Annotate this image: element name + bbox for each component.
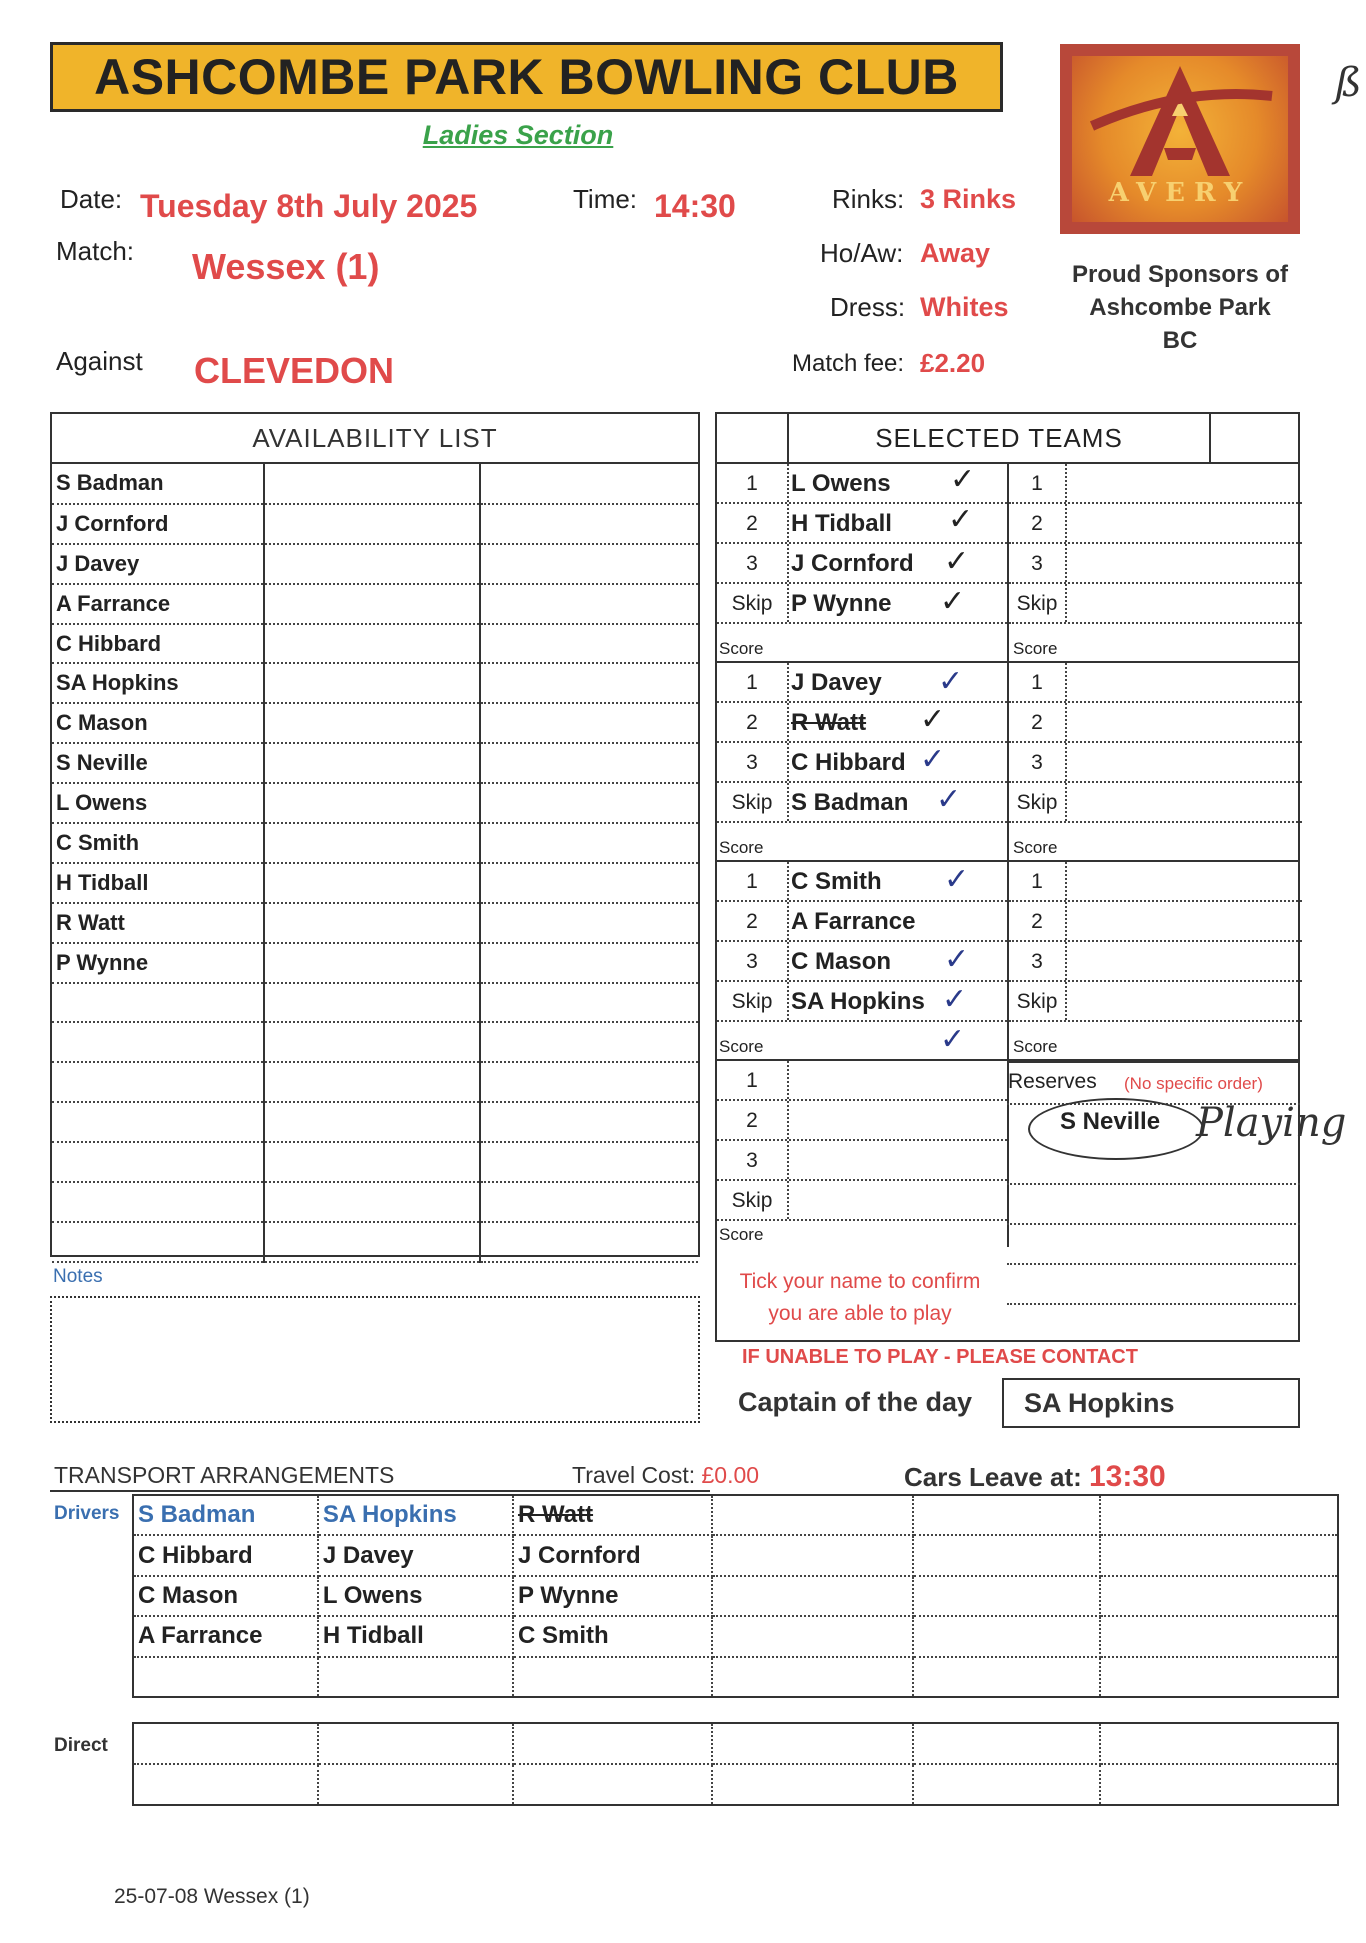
availability-tick-cell[interactable] xyxy=(480,703,698,743)
rink-block xyxy=(717,663,1298,862)
player-position: Skip xyxy=(717,982,789,1020)
availability-tick-cell[interactable] xyxy=(264,1222,480,1262)
availability-tick-cell[interactable] xyxy=(264,1142,480,1182)
right-position-row xyxy=(1009,464,1302,504)
player-position: 3 xyxy=(717,544,789,582)
right-position: 2 xyxy=(1009,902,1067,940)
availability-name: C Smith xyxy=(52,823,264,863)
direct-cell xyxy=(133,1764,318,1805)
availability-name: J Davey xyxy=(52,544,264,584)
footer-ref: 25-07-08 Wessex (1) xyxy=(114,1885,310,1908)
player-position: 1 xyxy=(717,464,789,502)
right-position-row xyxy=(1009,783,1302,823)
logo-wordmark: AVERY xyxy=(1108,178,1252,208)
availability-tick-cell[interactable] xyxy=(480,903,698,943)
availability-table xyxy=(52,464,698,1263)
right-position: 3 xyxy=(1009,942,1067,980)
tick-line-2: you are able to play xyxy=(768,1302,952,1325)
right-position: Skip xyxy=(1009,584,1067,622)
transport-cell: SA Hopkins xyxy=(318,1495,513,1535)
transport-cell xyxy=(1100,1535,1338,1575)
transport-cell: J Cornford xyxy=(513,1535,712,1575)
score-label: Score xyxy=(1013,1037,1058,1056)
transport-cell xyxy=(1100,1495,1338,1535)
rink-player-row xyxy=(717,1101,1007,1141)
availability-name xyxy=(52,1102,264,1142)
check-icon: ✓ xyxy=(920,702,946,737)
availability-tick-cell[interactable] xyxy=(264,1022,480,1062)
availability-name xyxy=(52,1142,264,1182)
player-name: H Tidball xyxy=(791,510,892,537)
tick-line-1: Tick your name to confirm xyxy=(739,1270,981,1293)
availability-tick-cell[interactable] xyxy=(480,1022,698,1062)
right-position: 3 xyxy=(1009,544,1067,582)
right-position-row xyxy=(1009,504,1302,544)
transport-cell xyxy=(1100,1657,1338,1697)
availability-name: S Neville xyxy=(52,743,264,783)
availability-tick-cell[interactable] xyxy=(480,1182,698,1222)
check-icon: ✓ xyxy=(948,502,974,537)
availability-tick-cell[interactable] xyxy=(264,743,480,783)
notes-box[interactable] xyxy=(50,1296,700,1423)
transport-cell: C Mason xyxy=(133,1576,318,1616)
availability-name: A Farrance xyxy=(52,584,264,624)
availability-heading: AVAILABILITY LIST xyxy=(52,414,698,464)
against-label: Against xyxy=(56,346,143,376)
right-position: 2 xyxy=(1009,504,1067,542)
availability-tick-cell[interactable] xyxy=(264,903,480,943)
player-name: L Owens xyxy=(791,470,891,497)
hoaw-label: Ho/Aw: xyxy=(820,238,904,268)
direct-row xyxy=(133,1764,1338,1805)
rinks-label: Rinks: xyxy=(832,184,905,214)
reserve-name: S Neville xyxy=(1060,1108,1161,1135)
transport-table xyxy=(132,1494,1339,1698)
availability-tick-cell[interactable] xyxy=(264,624,480,664)
direct-cell xyxy=(318,1764,513,1805)
selected-teams xyxy=(715,412,1300,1342)
availability-name xyxy=(52,983,264,1023)
date-value: Tuesday 8th July 2025 xyxy=(140,188,478,224)
transport-cell: A Farrance xyxy=(133,1616,318,1656)
availability-name: SA Hopkins xyxy=(52,663,264,703)
fee-label: Match fee: xyxy=(792,350,905,377)
availability-row xyxy=(52,823,698,863)
transport-cell: C Smith xyxy=(513,1616,712,1656)
right-position-row xyxy=(1009,663,1302,703)
against-value: CLEVEDON xyxy=(194,350,395,391)
cars-leave-label: Cars Leave at: xyxy=(904,1462,1082,1492)
sponsor-line-3: BC xyxy=(1162,327,1198,354)
availability-tick-cell[interactable] xyxy=(264,504,480,544)
transport-cell xyxy=(712,1535,913,1575)
availability-row xyxy=(52,1142,698,1182)
availability-tick-cell[interactable] xyxy=(480,544,698,584)
transport-row xyxy=(133,1495,1338,1535)
travel-cost xyxy=(572,1462,759,1489)
availability-row xyxy=(52,743,698,783)
availability-name: S Badman xyxy=(52,464,264,504)
right-position-row xyxy=(1009,862,1302,902)
unable-to-play-notice: IF UNABLE TO PLAY - PLEASE CONTACT xyxy=(742,1346,1138,1368)
right-position-row xyxy=(1009,743,1302,783)
availability-tick-cell[interactable] xyxy=(480,1102,698,1142)
transport-cell: P Wynne xyxy=(513,1576,712,1616)
direct-cell xyxy=(513,1723,712,1764)
section-subtitle: Ladies Section xyxy=(422,120,614,150)
transport-row xyxy=(133,1616,1338,1656)
reserve-line xyxy=(1007,1223,1300,1225)
availability-row xyxy=(52,464,698,504)
player-position: 1 xyxy=(717,663,789,701)
player-position: 2 xyxy=(717,504,789,542)
availability-tick-cell[interactable] xyxy=(480,1062,698,1102)
direct-cell xyxy=(513,1764,712,1805)
transport-underline xyxy=(50,1490,710,1492)
player-position: Skip xyxy=(717,1181,789,1219)
right-position: 1 xyxy=(1009,862,1067,900)
transport-cell xyxy=(712,1495,913,1535)
rink-player-row xyxy=(717,1141,1007,1181)
direct-row xyxy=(133,1723,1338,1764)
match-label: Match: xyxy=(56,236,135,266)
availability-name: J Cornford xyxy=(52,504,264,544)
availability-row xyxy=(52,1182,698,1222)
player-position: Skip xyxy=(717,584,789,622)
check-icon: ✓ xyxy=(942,982,968,1017)
availability-tick-cell[interactable] xyxy=(480,464,698,504)
avery-logo xyxy=(1060,44,1300,234)
direct-cell xyxy=(913,1723,1100,1764)
rink-right-column xyxy=(1007,862,1302,1059)
right-position: 3 xyxy=(1009,743,1067,781)
reserve-line xyxy=(1007,1263,1300,1265)
transport-cell xyxy=(1100,1576,1338,1616)
transport-cell: H Tidball xyxy=(318,1616,513,1656)
availability-tick-cell[interactable] xyxy=(480,504,698,544)
availability-name: C Mason xyxy=(52,703,264,743)
player-position: 3 xyxy=(717,743,789,781)
transport-cell xyxy=(1100,1616,1338,1656)
right-position-row xyxy=(1009,902,1302,942)
check-icon: ✓ xyxy=(936,782,962,817)
availability-row xyxy=(52,544,698,584)
player-name: C Hibbard xyxy=(791,749,906,776)
reserve-line xyxy=(1007,1303,1300,1305)
rink-right-column xyxy=(1007,663,1302,860)
match-value: Wessex (1) xyxy=(192,246,380,287)
sponsor-line-2: Ashcombe Park xyxy=(1089,294,1271,321)
availability-row xyxy=(52,1022,698,1062)
score-label: Score xyxy=(719,838,764,857)
availability-tick-cell[interactable] xyxy=(480,823,698,863)
check-icon: ✓ xyxy=(940,584,966,619)
player-position: 2 xyxy=(717,1101,789,1139)
right-position-row xyxy=(1009,982,1302,1022)
check-icon: ✓ xyxy=(944,942,970,977)
rink-right-column xyxy=(1007,464,1302,661)
availability-row xyxy=(52,983,698,1023)
check-icon: ✓ xyxy=(940,1022,966,1057)
hoaw-value: Away xyxy=(920,238,991,268)
transport-row xyxy=(133,1576,1338,1616)
availability-row xyxy=(52,703,698,743)
availability-row xyxy=(52,1222,698,1262)
teams-heading: SELECTED TEAMS xyxy=(787,414,1211,462)
date-label: Date: xyxy=(60,184,123,214)
availability-tick-cell[interactable] xyxy=(480,1222,698,1262)
player-position: 2 xyxy=(717,703,789,741)
rink-player-row xyxy=(717,1061,1007,1101)
rinks-value: 3 Rinks xyxy=(920,184,1017,214)
transport-cell xyxy=(133,1657,318,1697)
right-position: 2 xyxy=(1009,703,1067,741)
transport-cell xyxy=(318,1657,513,1697)
dress-value: Whites xyxy=(920,292,1009,322)
transport-cell: L Owens xyxy=(318,1576,513,1616)
transport-cell xyxy=(513,1657,712,1697)
direct-cell xyxy=(712,1723,913,1764)
right-position: 1 xyxy=(1009,663,1067,701)
availability-tick-cell[interactable] xyxy=(480,624,698,664)
reserves-note: (No specific order) xyxy=(1124,1074,1263,1093)
travel-cost-value: £0.00 xyxy=(701,1462,760,1488)
availability-tick-cell[interactable] xyxy=(264,1182,480,1222)
player-name: P Wynne xyxy=(791,590,892,617)
time-label: Time: xyxy=(573,184,638,214)
rink-player-row xyxy=(717,703,1007,743)
right-position-row xyxy=(1009,584,1302,624)
availability-name xyxy=(52,1022,264,1062)
player-position: 1 xyxy=(717,1061,789,1099)
transport-title: TRANSPORT ARRANGEMENTS xyxy=(54,1462,395,1488)
travel-cost-label: Travel Cost: xyxy=(572,1462,696,1488)
availability-tick-cell[interactable] xyxy=(264,544,480,584)
availability-tick-cell[interactable] xyxy=(264,783,480,823)
availability-tick-cell[interactable] xyxy=(264,1062,480,1102)
score-label: Score xyxy=(1013,639,1058,658)
player-name: SA Hopkins xyxy=(791,988,925,1015)
availability-row xyxy=(52,1102,698,1142)
availability-tick-cell[interactable] xyxy=(264,823,480,863)
direct-cell xyxy=(1100,1764,1338,1805)
transport-cell xyxy=(712,1616,913,1656)
direct-table xyxy=(132,1722,1339,1806)
right-position: Skip xyxy=(1009,982,1067,1020)
tick-instructions xyxy=(715,1266,1005,1330)
transport-row xyxy=(133,1657,1338,1697)
rink-player-row xyxy=(717,1181,1007,1221)
direct-cell xyxy=(712,1764,913,1805)
availability-tick-cell[interactable] xyxy=(480,783,698,823)
availability-tick-cell[interactable] xyxy=(264,703,480,743)
rink-player-row xyxy=(717,783,1007,823)
player-name: C Mason xyxy=(791,948,892,975)
check-icon: ✓ xyxy=(938,664,964,699)
right-position: Skip xyxy=(1009,783,1067,821)
availability-row xyxy=(52,663,698,703)
availability-name: L Owens xyxy=(52,783,264,823)
availability-list xyxy=(50,412,700,1257)
rink-block xyxy=(717,464,1298,663)
score-label: Score xyxy=(719,639,764,658)
direct-cell xyxy=(913,1764,1100,1805)
right-position: 1 xyxy=(1009,464,1067,502)
rink-player-row xyxy=(717,663,1007,703)
rink-block xyxy=(717,862,1298,1061)
right-position-row xyxy=(1009,942,1302,982)
availability-tick-cell[interactable] xyxy=(264,943,480,983)
transport-cell xyxy=(712,1576,913,1616)
direct-cell xyxy=(318,1723,513,1764)
transport-cell: S Badman xyxy=(133,1495,318,1535)
availability-tick-cell[interactable] xyxy=(480,584,698,624)
availability-tick-cell[interactable] xyxy=(264,1102,480,1142)
availability-name: R Watt xyxy=(52,903,264,943)
player-position: 2 xyxy=(717,902,789,940)
cars-leave-time: 13:30 xyxy=(1089,1460,1166,1493)
availability-name: C Hibbard xyxy=(52,624,264,664)
score-label: Score xyxy=(1013,838,1058,857)
margin-handwriting: ß xyxy=(1335,60,1362,106)
availability-row xyxy=(52,783,698,823)
availability-row xyxy=(52,943,698,983)
reserve-line xyxy=(1007,1183,1300,1185)
availability-row xyxy=(52,903,698,943)
availability-tick-cell[interactable] xyxy=(264,584,480,624)
player-position: Skip xyxy=(717,783,789,821)
availability-tick-cell[interactable] xyxy=(480,943,698,983)
availability-row xyxy=(52,584,698,624)
check-icon: ✓ xyxy=(944,544,970,579)
availability-name xyxy=(52,1062,264,1102)
transport-cell xyxy=(913,1576,1100,1616)
check-icon: ✓ xyxy=(944,862,970,897)
score-label: Score xyxy=(719,1225,764,1244)
right-position-row xyxy=(1009,703,1302,743)
availability-tick-cell[interactable] xyxy=(480,1142,698,1182)
transport-cell xyxy=(913,1495,1100,1535)
availability-tick-cell[interactable] xyxy=(480,663,698,703)
check-icon: ✓ xyxy=(950,462,976,497)
dress-label: Dress: xyxy=(830,292,906,322)
right-position-row xyxy=(1009,544,1302,584)
player-name: R Watt xyxy=(791,709,867,736)
fee-value: £2.20 xyxy=(920,348,986,378)
player-position: 1 xyxy=(717,862,789,900)
playing-handwriting: Playing xyxy=(1196,1100,1347,1146)
availability-row xyxy=(52,504,698,544)
transport-cell xyxy=(913,1535,1100,1575)
availability-name: H Tidball xyxy=(52,863,264,903)
sponsor-text xyxy=(1040,258,1320,357)
availability-name xyxy=(52,1182,264,1222)
transport-cell xyxy=(913,1616,1100,1656)
availability-tick-cell[interactable] xyxy=(480,743,698,783)
player-name: J Davey xyxy=(791,669,882,696)
availability-tick-cell[interactable] xyxy=(264,663,480,703)
transport-row xyxy=(133,1535,1338,1575)
player-name: J Cornford xyxy=(791,550,914,577)
transport-cell xyxy=(913,1657,1100,1697)
transport-cell: C Hibbard xyxy=(133,1535,318,1575)
player-position: 3 xyxy=(717,942,789,980)
availability-name xyxy=(52,1222,264,1262)
notes-label: Notes xyxy=(53,1266,103,1287)
availability-tick-cell[interactable] xyxy=(264,464,480,504)
player-name: A Farrance xyxy=(791,908,916,935)
captain-name: SA Hopkins xyxy=(1002,1378,1300,1428)
availability-tick-cell[interactable] xyxy=(264,863,480,903)
player-position: 3 xyxy=(717,1141,789,1179)
score-label: Score xyxy=(719,1037,764,1056)
rink-player-row xyxy=(717,902,1007,942)
direct-cell xyxy=(1100,1723,1338,1764)
player-name: C Smith xyxy=(791,868,882,895)
player-name: S Badman xyxy=(791,789,909,816)
availability-row xyxy=(52,1062,698,1102)
captain-label: Captain of the day xyxy=(738,1387,973,1417)
direct-label: Direct xyxy=(54,1735,108,1756)
transport-cell xyxy=(712,1657,913,1697)
availability-row xyxy=(52,624,698,664)
club-title: ASHCOMBE PARK BOWLING CLUB xyxy=(50,42,1003,112)
cars-leave xyxy=(904,1460,1166,1494)
check-icon: ✓ xyxy=(920,742,946,777)
availability-tick-cell[interactable] xyxy=(480,983,698,1023)
availability-row xyxy=(52,863,698,903)
drivers-label: Drivers xyxy=(54,1503,120,1524)
time-value: 14:30 xyxy=(654,188,736,224)
availability-tick-cell[interactable] xyxy=(264,983,480,1023)
transport-cell: J Davey xyxy=(318,1535,513,1575)
reserves-label: Reserves xyxy=(1008,1070,1097,1093)
rink-player-row xyxy=(717,743,1007,783)
direct-cell xyxy=(133,1723,318,1764)
transport-cell: R Watt xyxy=(513,1495,712,1535)
teams-header xyxy=(717,414,1298,464)
sponsor-line-1: Proud Sponsors of xyxy=(1072,261,1288,288)
availability-tick-cell[interactable] xyxy=(480,863,698,903)
availability-name: P Wynne xyxy=(52,943,264,983)
